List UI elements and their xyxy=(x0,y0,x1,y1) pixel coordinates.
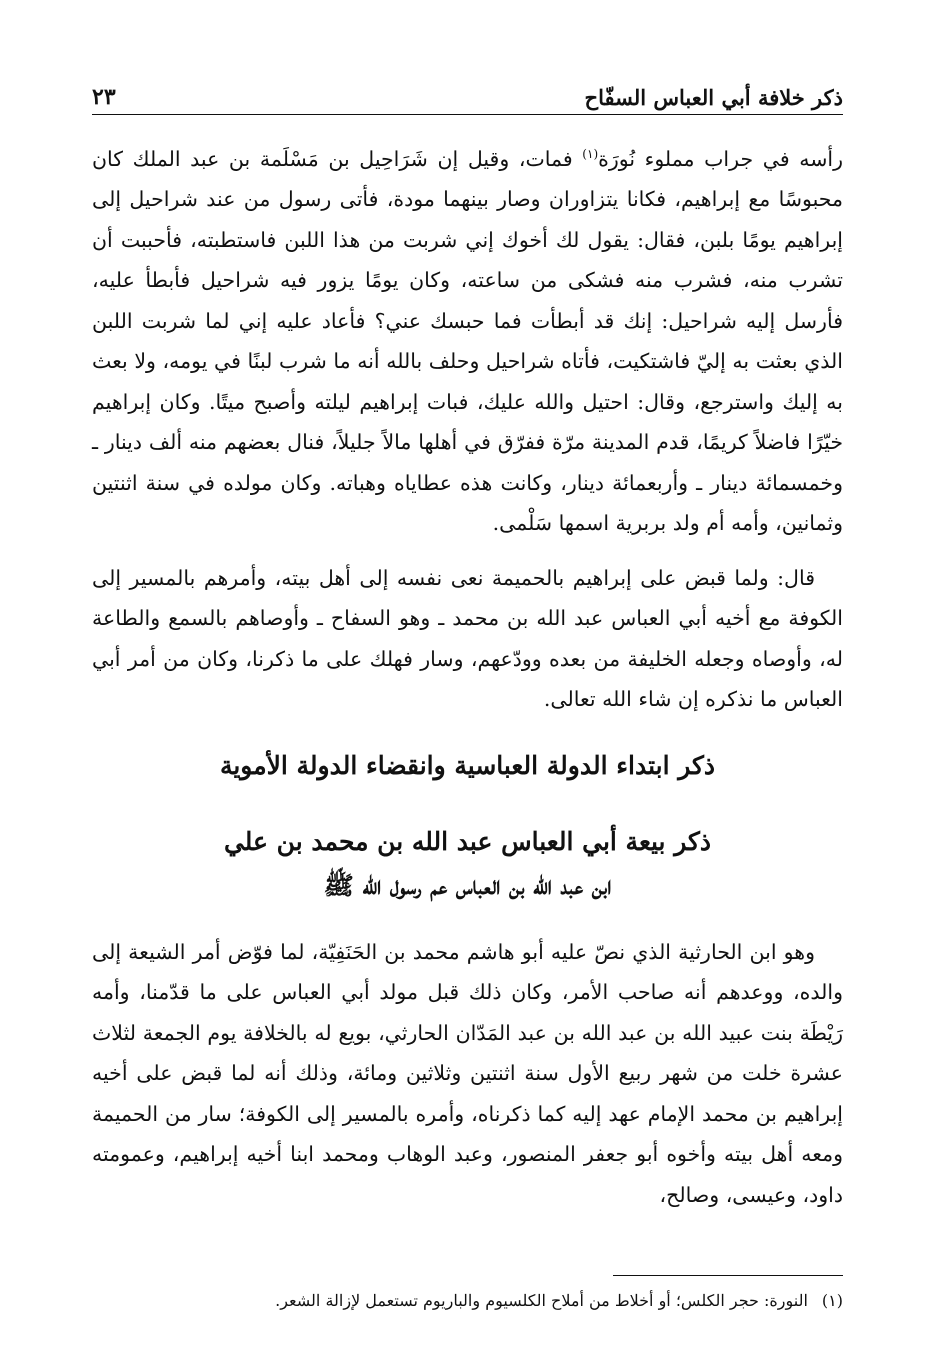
running-title: ذكر خلافة أبي العباس السفّاح xyxy=(584,85,843,110)
paragraph-3: وهو ابن الحارثية الذي نصّ عليه أبو هاشم محمد بن الحَنَفِيّة، لما فوّض أمر الشيعة إلى والده، ووعدهم أنه صاحب الأمر، وكان ذلك قبل مولد أبي العباس على ما قدّمنا، وأمه رَيْطَة بنت عبيد الله بن عبد الله بن عبد المَدّان الحارثي، بويع له بالخلافة يوم الجمعة لثلاث عشرة خلت من شهر ربيع الأول سنة اثنتين وثلاثين ومائة، وذلك أنه لما قبض على أخيه إبراهيم بن محمد الإمام عهد إليه كما ذكرناه، وأمره بالمسير إلى الكوفة؛ سار من الحميمة ومعه أهل بيته وأخوه أبو جعفر المنصور، وعبد الوهاب ومحمد ابنا أخيه إبراهيم، وعمومته داود، وعيسى، وصالح، xyxy=(92,939,843,1207)
paragraph-1-start: رأسه في جراب مملوء نُورَة xyxy=(598,146,843,171)
sub-heading xyxy=(92,820,843,908)
footnote-divider xyxy=(613,1275,843,1276)
paragraph-1-rest: فمات، وقيل إن شَرَاحِيل بن مَسْلَمة بن عبد الملك كان محبوسًا مع إبراهيم، فكانا يتزاوران وصار بينهما مودة، فأتى رسول من عند شراحيل إلى إبراهيم يومًا بلبن، فقال: يقول لك أخوك إني شربت من هذا اللبن فاستطبته، فأحببت أن تشرب منه، فشرب منه فشكى من ساعته، وكان يومًا يزور فيه شراحيل فأبطأ عليه، فأرسل إليه شراحيل: إنك قد أبطأت فما حبسك عني؟ فأعاد عليه إني لما شربت اللبن الذي بعثت به إليّ فاشتكيت، فأتاه شراحيل وحلف بالله أنه ما شرب لبنًا في يومه، ولا بعث به إليك واسترجع، وقال: احتيل والله عليك، فبات إبراهيم ليلته وأصبح ميتًا. وكان إبراهيم خيّرًا فاضلاً كريمًا، قدم المدينة مرّة ففرّق في أهلها مالاً جليلاً، فنال بعضهم منه ألف دينار ـ وخمسمائة دينار ـ وأربعمائة دينار، وكانت هذه عطاياه وهباته. وكان مولده في سنة اثنتين وثمانين، وأمه أم ولد بربرية اسمها سَلْمى. xyxy=(92,146,843,536)
sub-heading-line-1: ذكر بيعة أبي العباس عبد الله بن محمد بن علي xyxy=(223,826,712,856)
footnote-number: (١) xyxy=(821,1291,843,1310)
sub-heading-line-2: ابن عبد الله بن العباس عم رسول الله ﷺ xyxy=(323,870,612,900)
main-text xyxy=(92,134,843,1215)
footnote xyxy=(92,1288,843,1314)
footnote-marker: (١) xyxy=(582,147,599,161)
paragraph-2: قال: ولما قبض على إبراهيم بالحميمة نعى نفسه إلى أهل بيته، وأمرهم بالمسير إلى الكوفة مع أخيه أبي العباس عبد الله بن محمد ـ وهو السفاح ـ وأوصاهم بالسمع والطاعة له، وأوصاه وجعله الخليفة من بعده وودّعهم، وسار فهلك على ما ذكرنا، وكان من أمر أبي العباس ما نذكره إن شاء الله تعالى. xyxy=(92,565,843,712)
page-number: ٢٣ xyxy=(92,84,116,110)
page-header xyxy=(92,78,843,115)
section-title: ذكر ابتداء الدولة العباسية وانقضاء الدولة الأموية xyxy=(219,750,716,780)
footnote-text: النورة: حجر الكلس؛ أو أخلاط من أملاح الكلسيوم والباريوم تستعمل لإزالة الشعر. xyxy=(275,1291,808,1310)
paragraph-1 xyxy=(92,134,843,544)
